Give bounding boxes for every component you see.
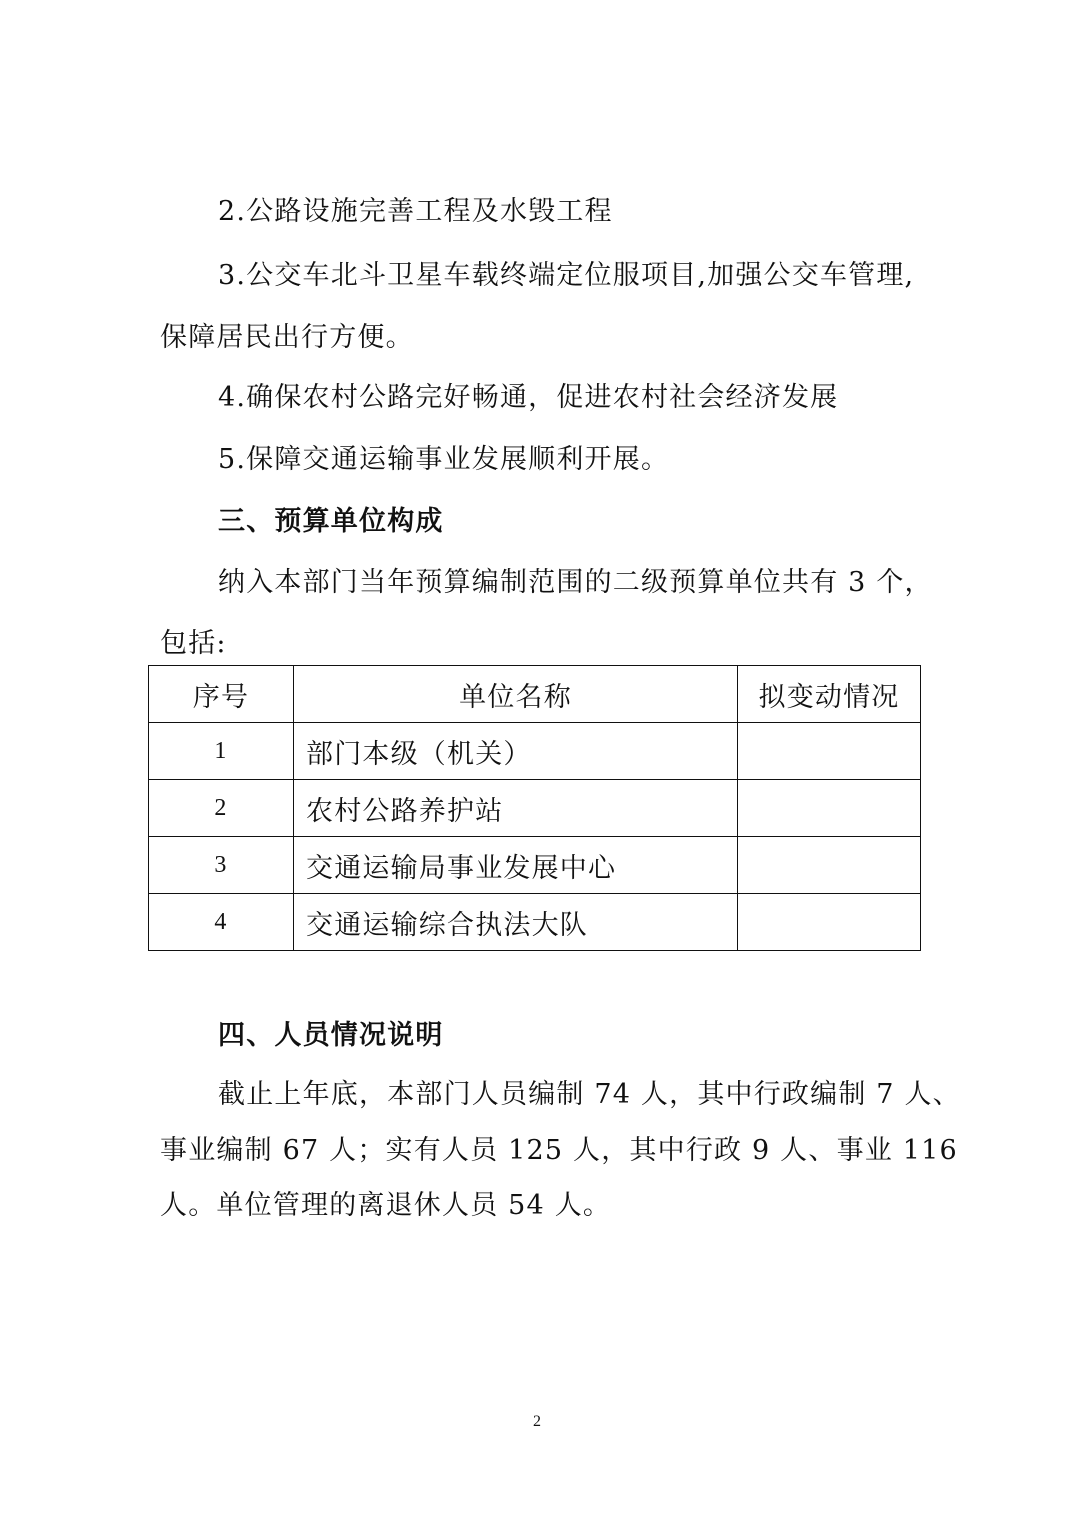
- row-unit-name: 部门本级（机关）: [294, 723, 738, 780]
- header-unit-name: 单位名称: [294, 666, 738, 723]
- header-serial: 序号: [149, 666, 294, 723]
- section-3-heading: 三、预算单位构成: [218, 506, 444, 537]
- table-row: [149, 894, 921, 951]
- row-serial: 2: [149, 780, 294, 837]
- row-change-status: [738, 837, 921, 894]
- row-change-status: [738, 723, 921, 780]
- staff-text-line2: 事业编制 67 人；实有人员 125 人，其中行政 9 人、事业 116: [160, 1135, 958, 1166]
- item-5-text: 5.保障交通运输事业发展顺利开展。: [218, 444, 670, 475]
- table-header-row: [149, 666, 921, 723]
- item-2-text: 2.公路设施完善工程及水毁工程: [218, 196, 613, 227]
- units-intro-line2: 包括:: [160, 628, 227, 659]
- row-change-status: [738, 780, 921, 837]
- table-row: [149, 723, 921, 780]
- row-change-status: [738, 894, 921, 951]
- row-unit-name: 交通运输局事业发展中心: [294, 837, 738, 894]
- header-change-status: 拟变动情况: [738, 666, 921, 723]
- item-3-text-line1: 3.公交车北斗卫星车载终端定位服项目,加强公交车管理,: [218, 260, 915, 291]
- row-serial: 3: [149, 837, 294, 894]
- table-row: [149, 780, 921, 837]
- item-4-text: 4.确保农村公路完好畅通，促进农村社会经济发展: [218, 382, 839, 413]
- row-serial: 1: [149, 723, 294, 780]
- table-row: [149, 837, 921, 894]
- section-4-heading: 四、人员情况说明: [218, 1020, 444, 1051]
- row-unit-name: 农村公路养护站: [294, 780, 738, 837]
- row-unit-name: 交通运输综合执法大队: [294, 894, 738, 951]
- staff-text-line1: 截止上年底，本部门人员编制 74 人，其中行政编制 7 人、: [218, 1079, 961, 1110]
- row-serial: 4: [149, 894, 294, 951]
- budget-units-table: [148, 665, 921, 951]
- item-3-text-line2: 保障居民出行方便。: [160, 322, 414, 353]
- page-number: 2: [533, 1413, 541, 1430]
- staff-text-line3: 人。单位管理的离退休人员 54 人。: [160, 1190, 612, 1221]
- units-intro-line1: 纳入本部门当年预算编制范围的二级预算单位共有 3 个，: [218, 567, 933, 598]
